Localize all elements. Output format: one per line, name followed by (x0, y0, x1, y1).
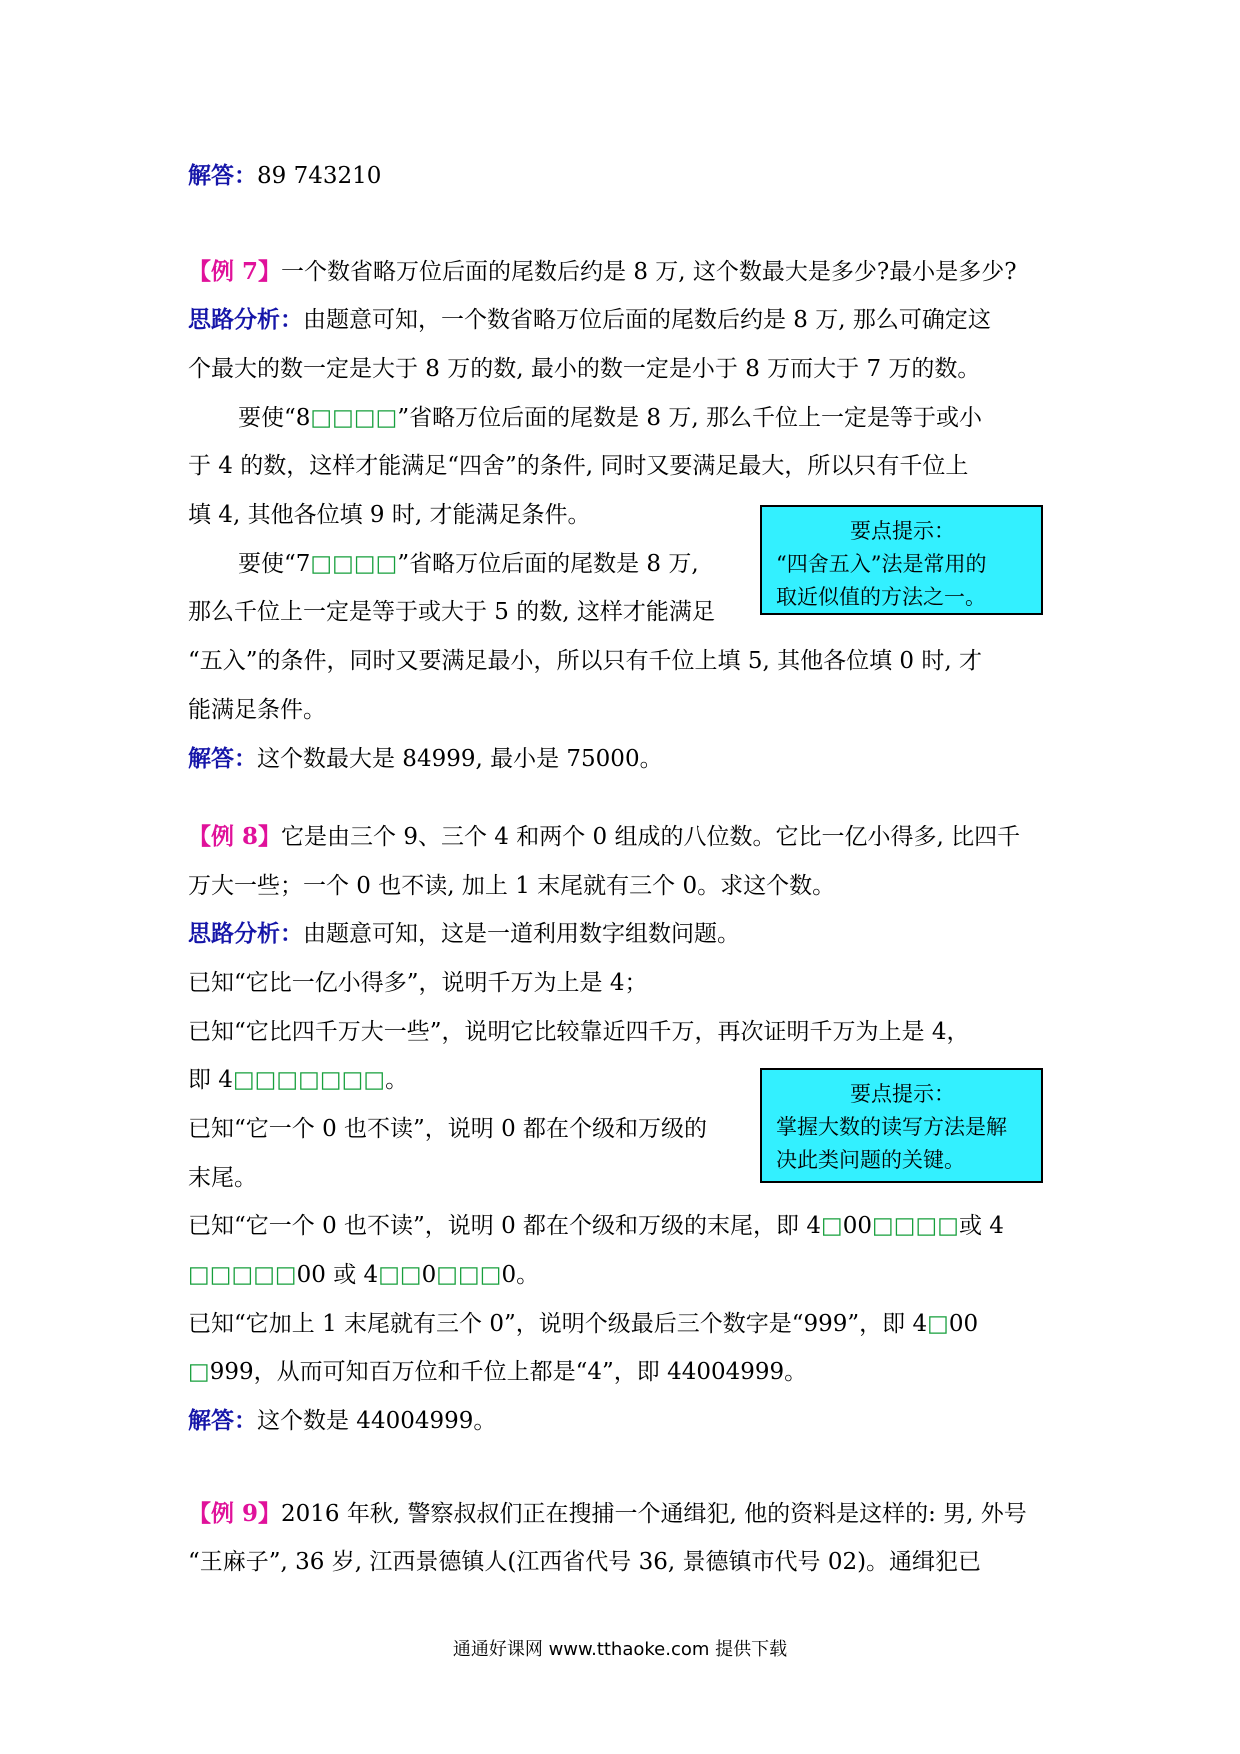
example-8-line-6: 已知“它一个 0 也不读”，说明 0 都在个级和万级的末尾，即 4□00□□□□或 4 (188, 1213, 1004, 1239)
example-7-tip-box: 要点提示： “四舍五入”法是常用的 取近似值的方法之一。 (760, 505, 1043, 615)
example-8-answer: 解答：这个数是 44004999。 (188, 1407, 497, 1434)
example-8-tip-box: 要点提示： 掌握大数的读写方法是解 决此类问题的关键。 (760, 1068, 1043, 1183)
example-8-line-5: 末尾。 (188, 1165, 257, 1191)
answer-label: 解答： (188, 745, 257, 772)
example-8-line-3: 即 4□□□□□□□。 (188, 1067, 409, 1093)
example-9-question-1: 【例 9】2016 年秋, 警察叔叔们正在搜捕一个通缉犯, 他的资料是这样的: 男, 外号 (188, 1500, 1027, 1527)
example-9-question-2: “王麻子”, 36 岁, 江西景德镇人(江西省代号 36, 景德镇市代号 02)。通缉犯已 (188, 1549, 982, 1575)
example-8-line-8: 已知“它加上 1 末尾就有三个 0”，说明个级最后三个数字是“999”，即 4□00 (188, 1311, 979, 1337)
tip-title: 要点提示： (850, 1082, 955, 1106)
analysis-label: 思路分析： (188, 920, 303, 947)
example-8-line-7: □□□□□00 或 4□□0□□□0。 (188, 1262, 540, 1288)
example-8-analysis: 思路分析：由题意可知，这是一道利用数字组数问题。 (188, 920, 740, 947)
example-8-question-1: 【例 8】它是由三个 9、三个 4 和两个 0 组成的八位数。它比一亿小得多, 比四千 (188, 823, 1021, 850)
example-7-p2-line3: “五入”的条件，同时又要满足最小，所以只有千位上填 5, 其他各位填 0 时, 才 (188, 648, 982, 674)
example-8-line-4: 已知“它一个 0 也不读”，说明 0 都在个级和万级的 (188, 1116, 708, 1142)
example-8-line-1: 已知“它比一亿小得多”，说明千万为上是 4； (188, 970, 648, 996)
example-7-question: 【例 7】一个数省略万位后面的尾数后约是 8 万, 这个数最大是多少?最小是多少? (188, 258, 1017, 285)
example-7-p1-line3: 填 4, 其他各位填 9 时, 才能满足条件。 (188, 502, 591, 528)
example-7-p2-line2: 那么千位上一定是等于或大于 5 的数, 这样才能满足 (188, 599, 715, 625)
answer-text: 89 743210 (257, 163, 382, 189)
example-8-question-2: 万大一些；一个 0 也不读, 加上 1 末尾就有三个 0。求这个数。 (188, 873, 836, 899)
example-8-line-2: 已知“它比四千万大一些”，说明它比较靠近四千万，再次证明千万为上是 4， (188, 1019, 970, 1045)
tip-title: 要点提示： (850, 519, 955, 543)
example-7-analysis-2: 个最大的数一定是大于 8 万的数, 最小的数一定是小于 8 万而大于 7 万的数。 (188, 356, 981, 382)
example-9-tag: 【例 9】 (188, 1500, 282, 1527)
example-7-answer: 解答：这个数最大是 84999, 最小是 75000。 (188, 745, 663, 772)
example-8-line-9: □999，从而可知百万位和千位上都是“4”，即 44004999。 (188, 1359, 808, 1385)
example-7-p2-line1: 要使“7□□□□”省略万位后面的尾数是 8 万, (238, 551, 699, 577)
example-7-p2-line4: 能满足条件。 (188, 697, 326, 723)
analysis-label: 思路分析： (188, 306, 303, 333)
example-7-tag: 【例 7】 (188, 258, 282, 285)
example-7-analysis-1: 思路分析：由题意可知，一个数省略万位后面的尾数后约是 8 万, 那么可确定这 (188, 306, 991, 333)
blank-boxes: □□□□ (310, 405, 398, 431)
example-7-p1-line1: 要使“8□□□□”省略万位后面的尾数是 8 万, 那么千位上一定是等于或小 (238, 405, 982, 431)
answer-label: 解答： (188, 1407, 257, 1434)
answer-line-top (188, 160, 381, 192)
example-7-p1-line2: 于 4 的数，这样才能满足“四舍”的条件, 同时又要满足最大，所以只有千位上 (188, 453, 969, 479)
answer-label: 解答： (188, 162, 257, 189)
blank-boxes: □□□□ (310, 551, 398, 577)
blank-boxes: □□□□□□□ (232, 1067, 386, 1093)
example-8-tag: 【例 8】 (188, 823, 282, 850)
page-footer: 通通好课网 www.tthaoke.com 提供下载 (452, 1639, 788, 1660)
